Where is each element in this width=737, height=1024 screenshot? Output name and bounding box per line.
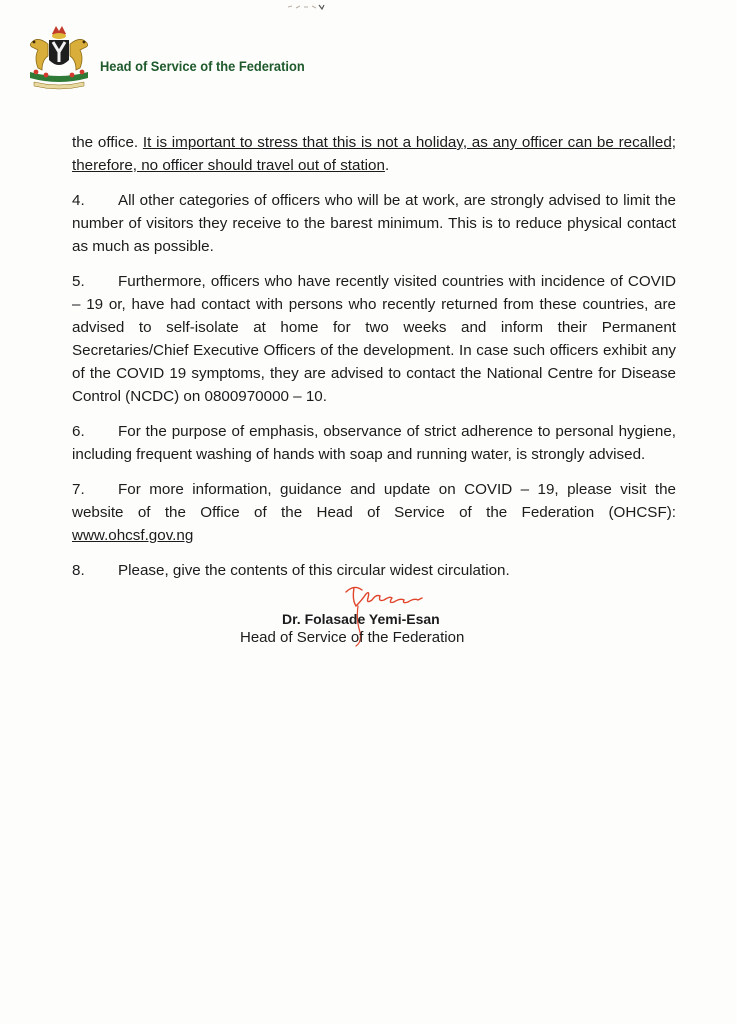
letter-body <box>72 131 676 594</box>
paragraph-4 <box>72 189 676 258</box>
website-link[interactable]: www.ohcsf.gov.ng <box>72 527 194 544</box>
paragraph-text: All other categories of officers who will be at work, are strongly advised to limit the number of visitors they receive to the barest minimum. This is to reduce physical contact as much as possible. <box>72 192 676 255</box>
signature-block <box>240 584 540 654</box>
coat-of-arms-icon <box>18 22 100 90</box>
paragraph-text: the office. <box>72 134 143 151</box>
paragraph-8 <box>72 559 676 582</box>
paragraph-text: . <box>384 157 390 174</box>
paragraph-number: 6. <box>72 423 85 440</box>
office-name: Head of Service of the Federation <box>100 58 305 74</box>
paragraph-number: 7. <box>72 481 85 498</box>
paragraph-text: For the purpose of emphasis, observance of strict adherence to personal hygiene, including frequent washing of hands with soap and running water, is strongly advised. <box>72 423 676 463</box>
paragraph-6 <box>72 420 676 466</box>
signer-name: Dr. Folasade Yemi-Esan <box>282 611 440 627</box>
paragraph-7 <box>72 478 676 547</box>
signer-title: Head of Service of the Federation <box>240 629 465 646</box>
paragraph-5 <box>72 270 676 408</box>
stamp-marks <box>286 3 326 11</box>
emphasis-text: It is important to stress that this is not a holiday, as any officer can be recalled; therefore, no officer should travel out of station <box>72 134 676 174</box>
paragraph-3-continuation <box>72 131 676 177</box>
paragraph-number: 5. <box>72 273 85 290</box>
paragraph-text: Please, give the contents of this circular widest circulation. <box>118 562 510 579</box>
paragraph-text: Furthermore, officers who have recently visited countries with incidence of COVID – 19 or, have had contact with persons who recently returned from these countries, are advised to self-isolate at home for two weeks and inform their Permanent Secretaries/Chief Executive Officers of the development. In case such officers exhibit any of the COVID 19 symptoms, they are advised to contact the National Centre for Disease Control (NCDC) on 0800970000 – 10. <box>72 273 676 405</box>
letterhead <box>18 22 358 92</box>
paragraph-number: 8. <box>72 562 85 579</box>
paragraph-number: 4. <box>72 192 85 209</box>
paragraph-text: For more information, guidance and update on COVID – 19, please visit the website of the Office of the Head of Service of the Federation (OHCSF): <box>72 481 676 521</box>
